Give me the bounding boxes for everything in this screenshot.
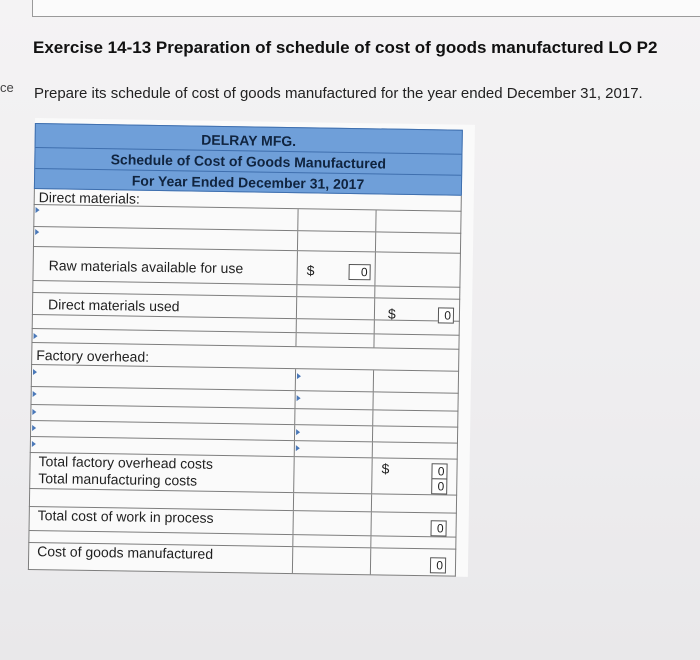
schedule-header — [34, 123, 463, 196]
cogm-value[interactable]: 0 — [430, 557, 446, 573]
left-edge-text: ce — [0, 80, 14, 95]
currency-symbol: $ — [387, 305, 396, 322]
currency-symbol: $ — [306, 262, 315, 279]
currency-symbol: $ — [381, 460, 390, 477]
amount-input[interactable] — [293, 493, 372, 511]
amount-input[interactable] — [292, 535, 371, 547]
amount-input[interactable] — [297, 209, 376, 231]
amount-input[interactable] — [296, 319, 375, 333]
company-name: DELRAY MFG. — [201, 131, 297, 150]
amount-input[interactable] — [296, 285, 375, 297]
factory-overhead-label: Factory overhead: — [36, 347, 150, 365]
total-factory-overhead-label: Total factory overhead costs — [38, 453, 214, 472]
direct-materials-used-label: Direct materials used — [47, 296, 180, 315]
total-wip-label: Total cost of work in process — [37, 507, 214, 526]
raw-materials-available-label: Raw materials available for use — [48, 257, 244, 277]
cogm-label: Cost of goods manufactured — [37, 543, 214, 562]
instruction-text: Prepare its schedule of cost of goods manufactured for the year ended December 31, 2017. — [34, 85, 643, 102]
amount-input[interactable] — [295, 369, 374, 391]
amount-input[interactable] — [297, 231, 376, 251]
overhead-item-input[interactable] — [31, 365, 296, 390]
amount-input[interactable] — [294, 391, 373, 409]
raw-materials-available-value[interactable]: 0 — [348, 264, 370, 280]
amount-input[interactable] — [295, 333, 374, 347]
top-answer-box — [32, 0, 700, 17]
total-wip-value[interactable]: 0 — [430, 520, 446, 536]
row-cogm — [28, 543, 456, 577]
report-name: Schedule of Cost of Goods Manufactured — [110, 151, 387, 172]
account-input[interactable] — [33, 205, 298, 230]
schedule-worksheet — [28, 118, 475, 577]
amount-input[interactable] — [294, 441, 373, 457]
exercise-title: Exercise 14-13 Preparation of schedule of cost of goods manufactured LO P2 — [33, 38, 658, 57]
amount-input[interactable] — [294, 409, 373, 425]
amount-input[interactable] — [294, 425, 373, 441]
direct-materials-used-value[interactable]: 0 — [438, 307, 454, 323]
total-manufacturing-value[interactable]: 0 — [431, 478, 447, 494]
direct-materials-label: Direct materials: — [38, 189, 141, 207]
total-manufacturing-label: Total manufacturing costs — [38, 470, 198, 489]
report-period: For Year Ended December 31, 2017 — [131, 172, 365, 193]
total-factory-overhead-value[interactable]: 0 — [431, 463, 447, 479]
